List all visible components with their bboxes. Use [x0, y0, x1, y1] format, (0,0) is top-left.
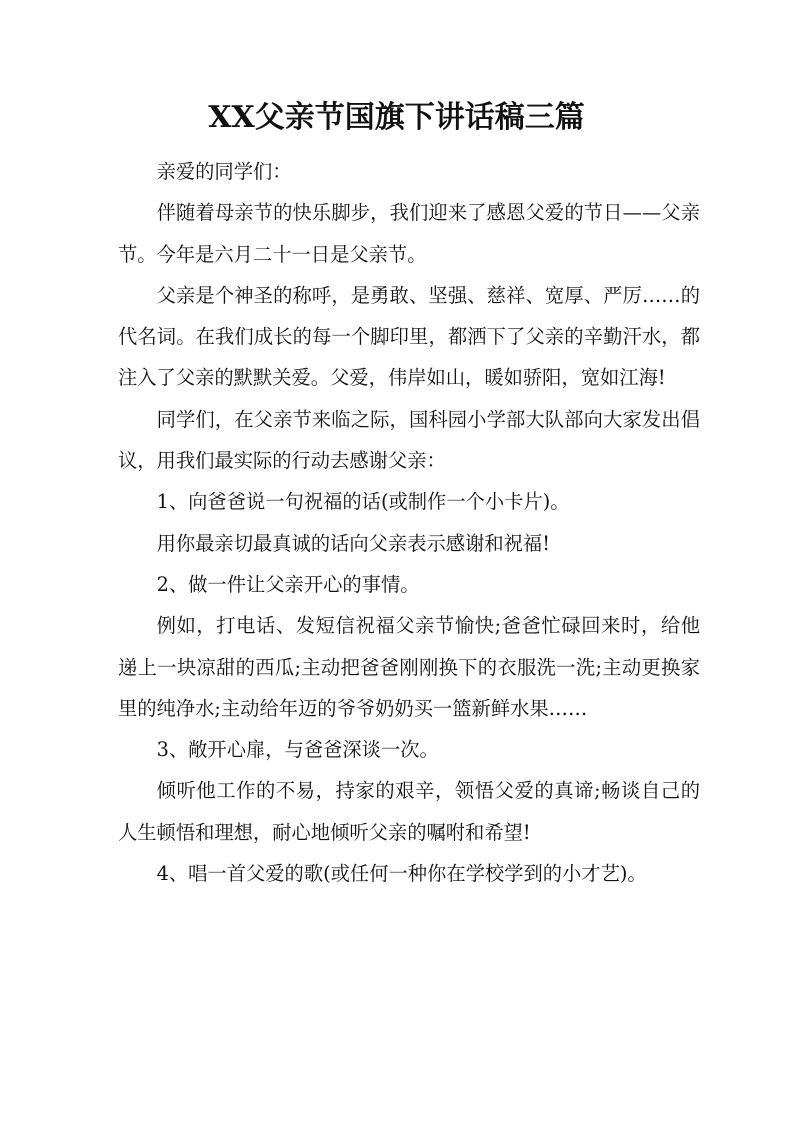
paragraph: 倾听他工作的不易，持家的艰辛，领悟父爱的真谛;畅谈自己的人生顿悟和理想，耐心地倾听父亲的嘱咐和希望! [118, 779, 700, 844]
document-title: XX父亲节国旗下讲话稿三篇 [208, 100, 585, 135]
paragraph: 3、敞开心扉，与爸爸深谈一次。 [156, 738, 439, 762]
paragraph: 4、唱一首父爱的歌(或任何一种你在学校学到的小才艺)。 [156, 862, 647, 886]
paragraph: 亲爱的同学们： [156, 160, 292, 183]
paragraph: 例如，打电话、发短信祝福父亲节愉快;爸爸忙碌回来时，给他递上一块凉甜的西瓜;主动把爸爸刚刚换下的衣服洗一洗;主动更换家里的纯净水;主动给年迈的爷爷奶奶买一篮新鲜水果…… [118, 614, 700, 720]
paragraph: 同学们，在父亲节来临之际，国科园小学部大队部向大家发出倡议，用我们最实际的行动去感谢父亲： [118, 407, 700, 473]
paragraph: 父亲是个神圣的称呼，是勇敢、坚强、慈祥、宽厚、严厉……的代名词。在我们成长的每一个脚印里，都洒下了父亲的辛勤汗水，都注入了父亲的默默关爱。父爱，伟岸如山，暖如骄阳，宽如江海! [118, 283, 700, 390]
paragraph: 1、向爸爸说一句祝福的话(或制作一个小卡片)。 [156, 490, 570, 514]
paragraph: 2、做一件让父亲开心的事情。 [156, 572, 420, 596]
paragraph: 伴随着母亲节的快乐脚步，我们迎来了感恩父爱的节日——父亲节。今年是六月二十一日是父亲节。 [118, 201, 700, 266]
paragraph: 用你最亲切最真诚的话向父亲表示感谢和祝福! [156, 531, 550, 555]
document-body [118, 151, 700, 894]
